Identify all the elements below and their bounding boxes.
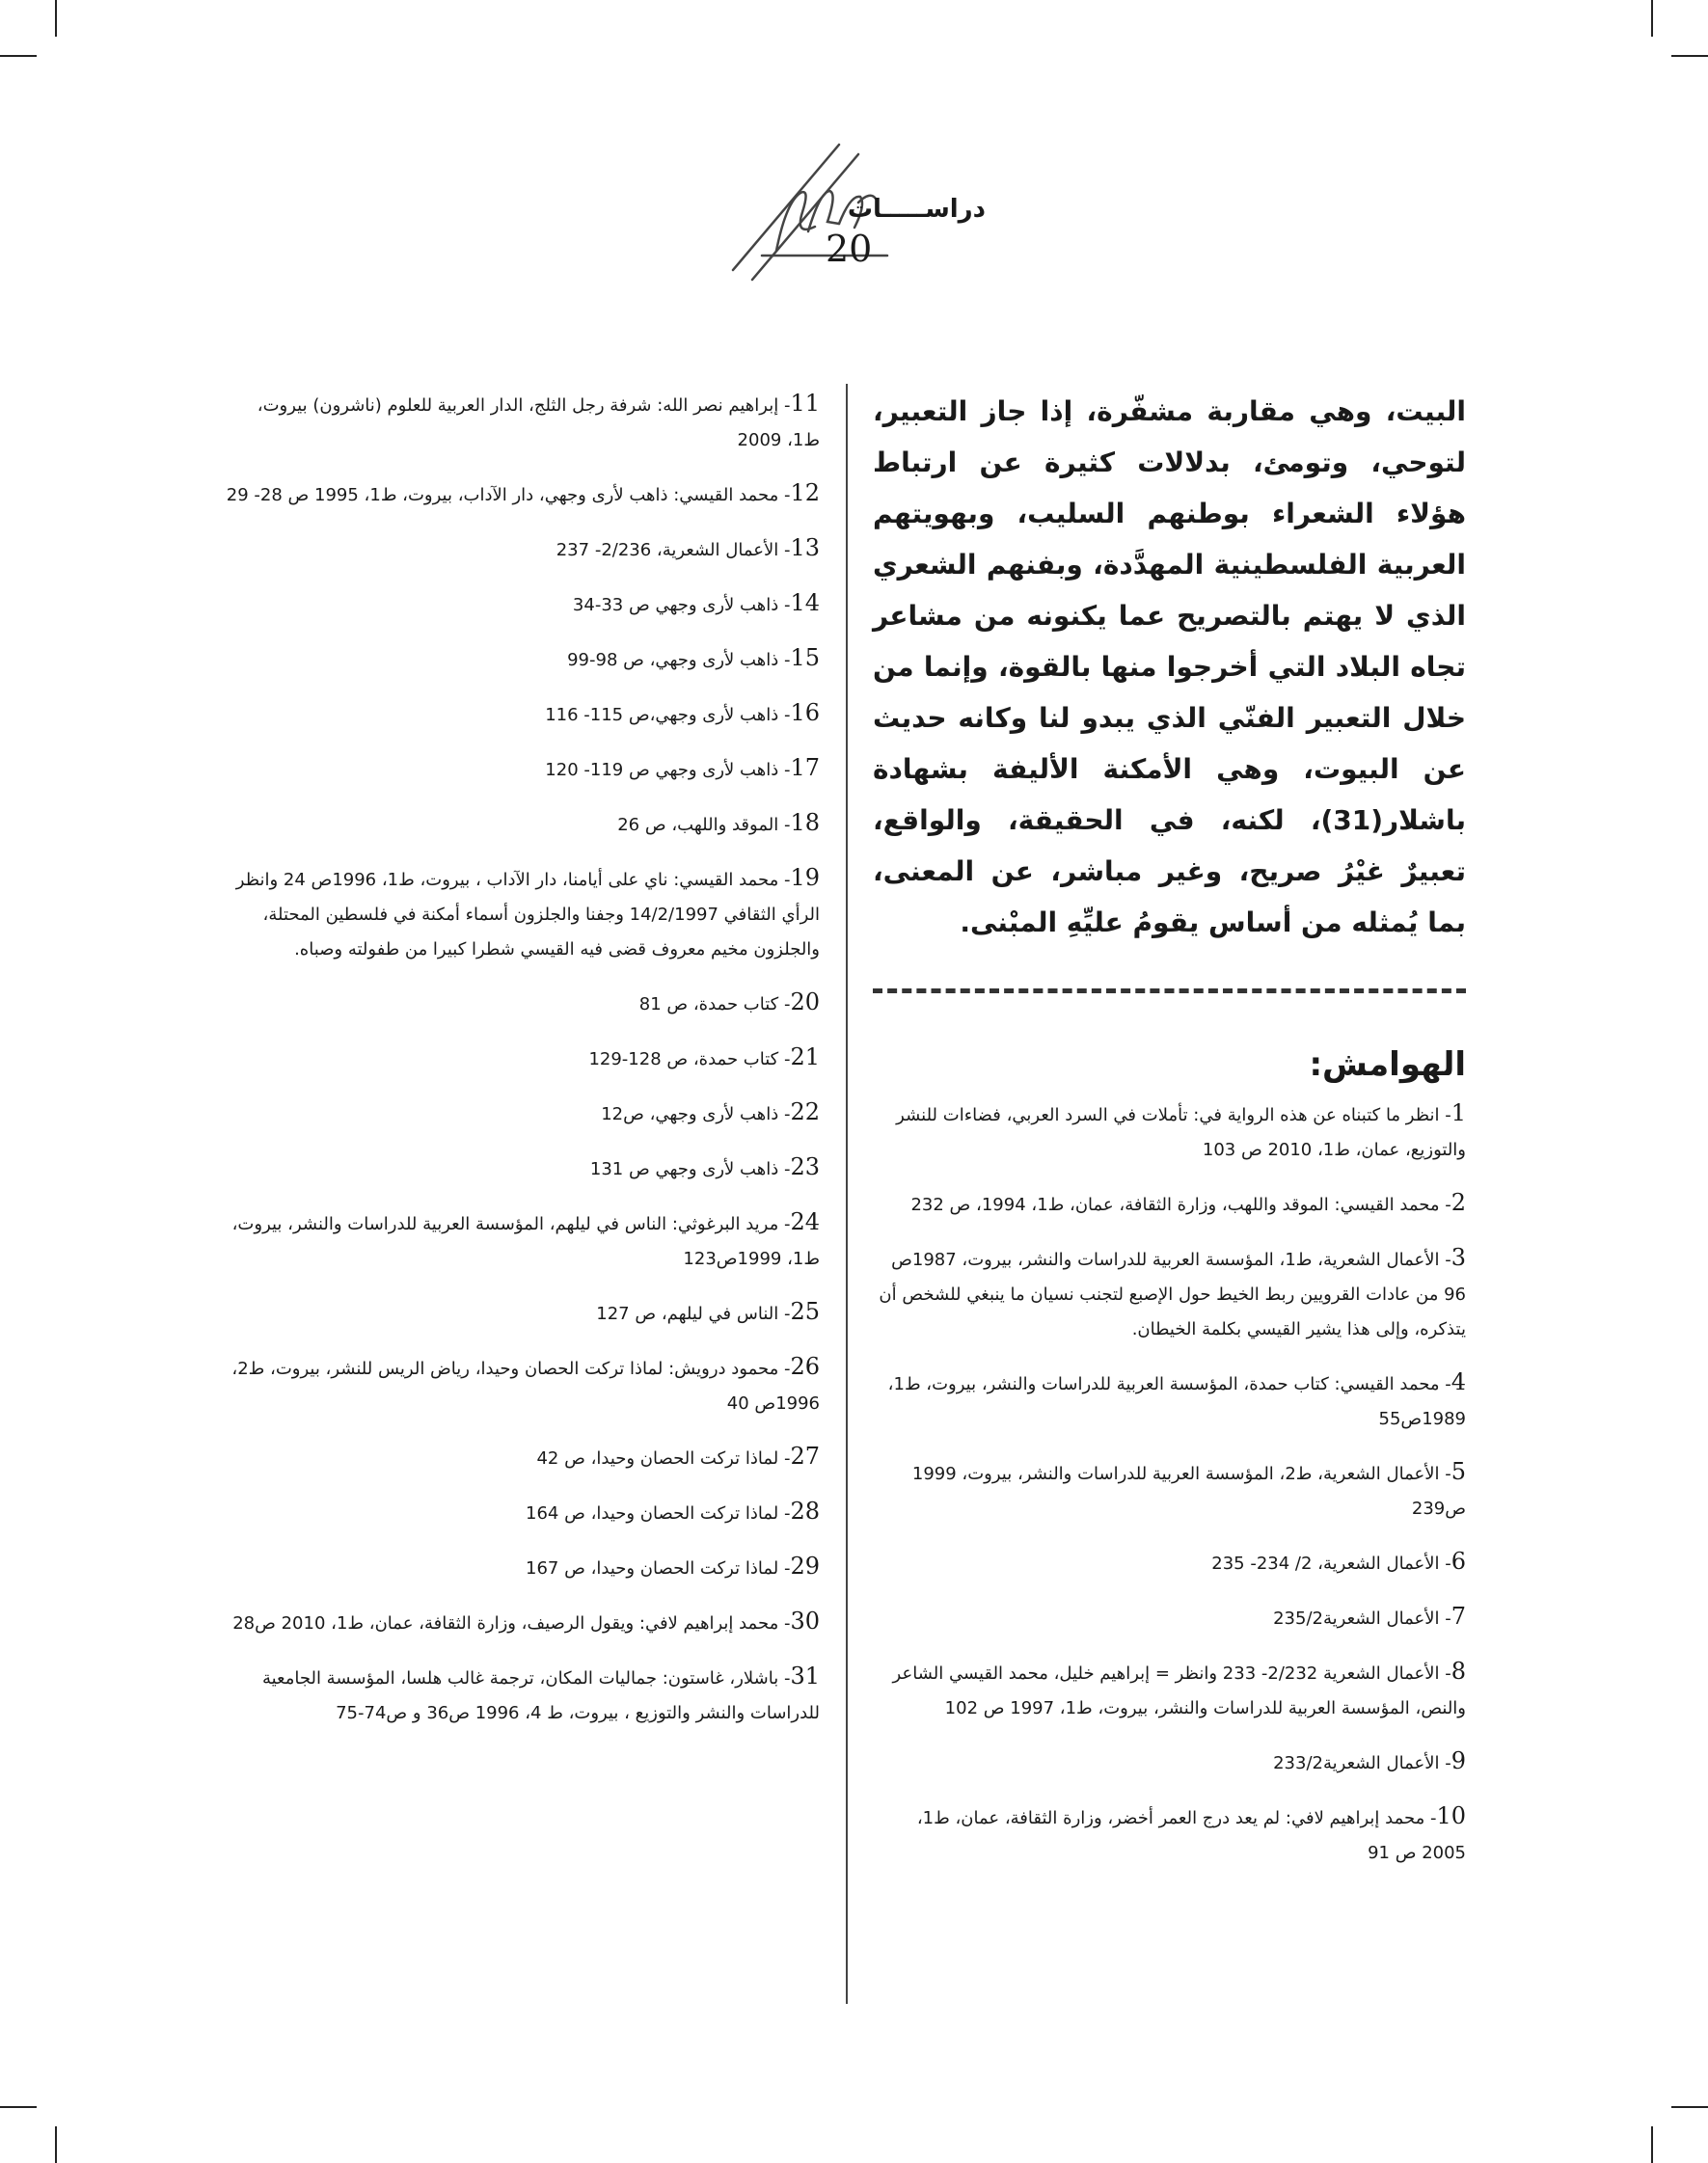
- footnote-text: - ذاهب لأرى وجهي ص 33-34: [572, 595, 791, 615]
- footnote-number: 24: [790, 1208, 820, 1235]
- section-label: دراســـــات: [847, 195, 986, 224]
- footnote: [222, 1659, 820, 1731]
- footnote-text: - لماذا تركت الحصان وحيدا، ص 164: [526, 1503, 791, 1524]
- footnote-number: 19: [790, 864, 820, 891]
- crop-mark: [1671, 55, 1708, 57]
- footnote-text: - إبراهيم نصر الله: شرفة رجل الثلج، الدار العربية للعلوم (ناشرون) بيروت، ط1، 2009: [257, 395, 820, 450]
- footnote: [222, 750, 820, 788]
- footnote: [222, 860, 820, 967]
- left-column: [222, 386, 820, 1748]
- footnote: [222, 1204, 820, 1277]
- footnote-text: - ذاهب لأرى وجهي، ص12: [601, 1104, 791, 1124]
- footnote-text: - محمد القيسي: الموقد واللهب، وزارة الثقافة، عمان، ط1، 1994، ص 232: [910, 1195, 1451, 1215]
- footnote: [873, 1454, 1466, 1527]
- footnote-text: - ذاهب لأرى وجهي ص 131: [589, 1159, 791, 1179]
- footnote-number: 5: [1450, 1458, 1466, 1485]
- footnote-text: - انظر ما كتبناه عن هذه الرواية في: تأملات في السرد العربي، فضاءات للنشر والتوزيع، عمان، ط1، 2010 ص 103: [896, 1105, 1466, 1160]
- footnote-number: 13: [790, 534, 820, 561]
- footnote: [873, 1744, 1466, 1781]
- footnote-number: 28: [790, 1498, 820, 1525]
- footnote-number: 31: [790, 1663, 820, 1690]
- notes-heading: الهوامش:: [1309, 1045, 1466, 1084]
- footnote-text: - كتاب حمدة، ص 81: [638, 994, 791, 1014]
- footnote: [222, 1040, 820, 1077]
- footnote-text: - الأعمال الشعرية 2/232- 233 وانظر = إبراهيم خليل، محمد القيسي الشاعر والنص، المؤسسة العربية للدراسات والنشر، بيروت، ط1، 1997 ص 102: [892, 1663, 1466, 1718]
- footnote: [873, 1095, 1466, 1168]
- footnote: [873, 1240, 1466, 1347]
- footnote-text: - محمد القيسي: ناي على أيامنا، دار الآداب ، بيروت، ط1، 1996ص 24 وانظر الرأي الثقافي 14/2/1997 وجفنا والجلزون أسماء أمكنة في فلسطين المحتلة، والجلزون مخيم معروف قضى فيه القيسي شطرا كبيرا من طفولته وصباه.: [235, 870, 820, 960]
- footnote-number: 20: [790, 988, 820, 1015]
- footnote-number: 27: [790, 1443, 820, 1470]
- footnote-number: 4: [1450, 1368, 1466, 1395]
- footnotes-list-left: [222, 386, 820, 1731]
- footnote-text: - محمد إبراهيم لافي: لم يعد درج العمر أخضر، وزارة الثقافة، عمان، ط1، 2005 ص 91: [916, 1808, 1466, 1863]
- footnote: [222, 386, 820, 458]
- footnote-text: - الأعمال الشعرية233/2: [1273, 1753, 1451, 1773]
- footnote-number: 10: [1436, 1802, 1466, 1829]
- footnote-number: 25: [790, 1298, 820, 1325]
- footnote: [222, 640, 820, 678]
- footnote-number: 16: [790, 699, 820, 726]
- footnote-number: 1: [1450, 1099, 1466, 1126]
- footnote-number: 21: [790, 1043, 820, 1070]
- page-header: [694, 135, 1003, 289]
- footnote-text: - محمد القيسي: كتاب حمدة، المؤسسة العربية للدراسات والنشر، بيروت، ط1، 1989ص55: [887, 1374, 1466, 1429]
- footnote-number: 15: [790, 644, 820, 671]
- footnote: [222, 1494, 820, 1531]
- footnote: [873, 1599, 1466, 1636]
- footnote-text: - الناس في ليلهم، ص 127: [596, 1304, 791, 1324]
- footnote: [873, 1798, 1466, 1871]
- crop-mark: [55, 2126, 57, 2163]
- footnote-number: 2: [1450, 1189, 1466, 1216]
- crop-mark: [55, 0, 57, 37]
- footnote-number: 30: [790, 1608, 820, 1635]
- footnote-number: 12: [790, 479, 820, 506]
- footnote-text: - ذاهب لأرى وجهي، ص 98-99: [567, 650, 791, 670]
- footnote-text: - محمد إبراهيم لافي: ويقول الرصيف، وزارة الثقافة، عمان، ط1، 2010 ص28: [232, 1613, 791, 1634]
- footnote-text: - ذاهب لأرى وجهي،ص 115- 116: [545, 705, 791, 725]
- footnote: [873, 1365, 1466, 1437]
- footnote-number: 8: [1450, 1658, 1466, 1685]
- footnote-text: - الموقد واللهب، ص 26: [617, 815, 791, 835]
- footnote-number: 22: [790, 1098, 820, 1125]
- footnote-text: - ذاهب لأرى وجهي ص 119- 120: [545, 760, 791, 780]
- footnote-text: - محمود درويش: لماذا تركت الحصان وحيدا، رياض الريس للنشر، بيروت، ط2، 1996ص 40: [231, 1359, 820, 1414]
- footnote-text: - الأعمال الشعرية، 2/236- 237: [556, 540, 791, 560]
- dashed-separator: [873, 988, 1466, 993]
- footnote-number: 11: [790, 390, 820, 417]
- footnote-number: 6: [1450, 1548, 1466, 1575]
- column-divider: [846, 384, 848, 2004]
- footnote: [222, 805, 820, 843]
- footnote-text: - لماذا تركت الحصان وحيدا، ص 167: [526, 1558, 791, 1579]
- crop-mark: [1651, 0, 1653, 37]
- footnote: [222, 475, 820, 513]
- right-column: [873, 386, 1466, 1888]
- footnote-number: 18: [790, 809, 820, 836]
- footnote-text: - لماذا تركت الحصان وحيدا، ص 42: [536, 1448, 791, 1469]
- footnote: [222, 1549, 820, 1586]
- footnote: [222, 1349, 820, 1421]
- footnote: [222, 1604, 820, 1641]
- footnote: [873, 1654, 1466, 1726]
- footnote-number: 29: [790, 1553, 820, 1580]
- body-paragraph: البيت، وهي مقاربة مشفّرة، إذا جاز التعبير، لتوحي، وتومئ، بدلالات كثيرة عن ارتباط هؤلاء الشعراء بوطنهم السليب، وبهويتهم العربية الفلسطينية المهدَّدة، وبفنهم الشعري الذي لا يهتم بالتصريح عما يكنونه من مشاعر تجاه البلاد التي أخرجوا منها بالقوة، وإنما من خلال التعبير الفنّي الذي يبدو لنا وكانه حديث عن البيوت، وهي الأمكنة الأليفة بشهادة باشلار(31)، لكنه، في الحقيقة، والواقع، تعبيرٌ غيْرُ صريح، وغير مباشر، عن المعنى، بما يُمثله من أساس يقومُ عليِّهِ المبْنى.: [873, 395, 1466, 938]
- footnote-number: 17: [790, 754, 820, 781]
- crop-mark: [1651, 2126, 1653, 2163]
- footnote: [222, 1439, 820, 1476]
- crop-mark: [0, 2106, 37, 2108]
- footnote-number: 9: [1450, 1747, 1466, 1774]
- footnote: [222, 1294, 820, 1332]
- footnote: [222, 695, 820, 733]
- footnote-number: 14: [790, 589, 820, 616]
- footnote-text: - محمد القيسي: ذاهب لأرى وجهي، دار الآداب، بيروت، ط1، 1995 ص 28- 29: [226, 485, 791, 505]
- footnote-number: 3: [1450, 1244, 1466, 1271]
- footnote-text: - كتاب حمدة، ص 128-129: [588, 1049, 791, 1069]
- footnote-text: - الأعمال الشعرية235/2: [1273, 1609, 1451, 1629]
- footnote-number: 7: [1450, 1603, 1466, 1630]
- footnote-text: - الأعمال الشعرية، ط2، المؤسسة العربية للدراسات والنشر، بيروت، 1999 ص239: [911, 1464, 1466, 1519]
- footnote: [222, 1149, 820, 1187]
- crop-mark: [0, 55, 37, 57]
- footnote: [873, 1185, 1466, 1223]
- footnote-text: - باشلار، غاستون: جماليات المكان، ترجمة غالب هلسا، المؤسسة الجامعية للدراسات والنشر والتوزيع ، بيروت، ط 4، 1996 ص36 و ص74-75: [261, 1668, 820, 1723]
- footnote: [873, 1544, 1466, 1582]
- footnotes-list-right: [873, 1095, 1466, 1871]
- footnote-number: 26: [790, 1353, 820, 1380]
- footnote: [222, 1095, 820, 1132]
- page-number: 20: [826, 228, 873, 270]
- crop-mark: [1671, 2106, 1708, 2108]
- footnote-text: - مريد البرغوثي: الناس في ليلهم، المؤسسة العربية للدراسات والنشر، بيروت، ط1، 1999ص123: [231, 1214, 820, 1269]
- footnote: [222, 530, 820, 568]
- footnote: [222, 585, 820, 623]
- footnote: [222, 985, 820, 1022]
- footnote-text: - الأعمال الشعرية، 2/ 234- 235: [1211, 1554, 1451, 1574]
- footnote-text: - الأعمال الشعرية، ط1، المؤسسة العربية للدراسات والنشر، بيروت، 1987ص 96 من عادات القرويين ربط الخيط حول الإصبع لتجنب نسيان ما ينبغي للشخص أن يتذكره، وإلى هذا يشير القيسي بكلمة الخيطان.: [879, 1250, 1466, 1339]
- footnote-number: 23: [790, 1153, 820, 1180]
